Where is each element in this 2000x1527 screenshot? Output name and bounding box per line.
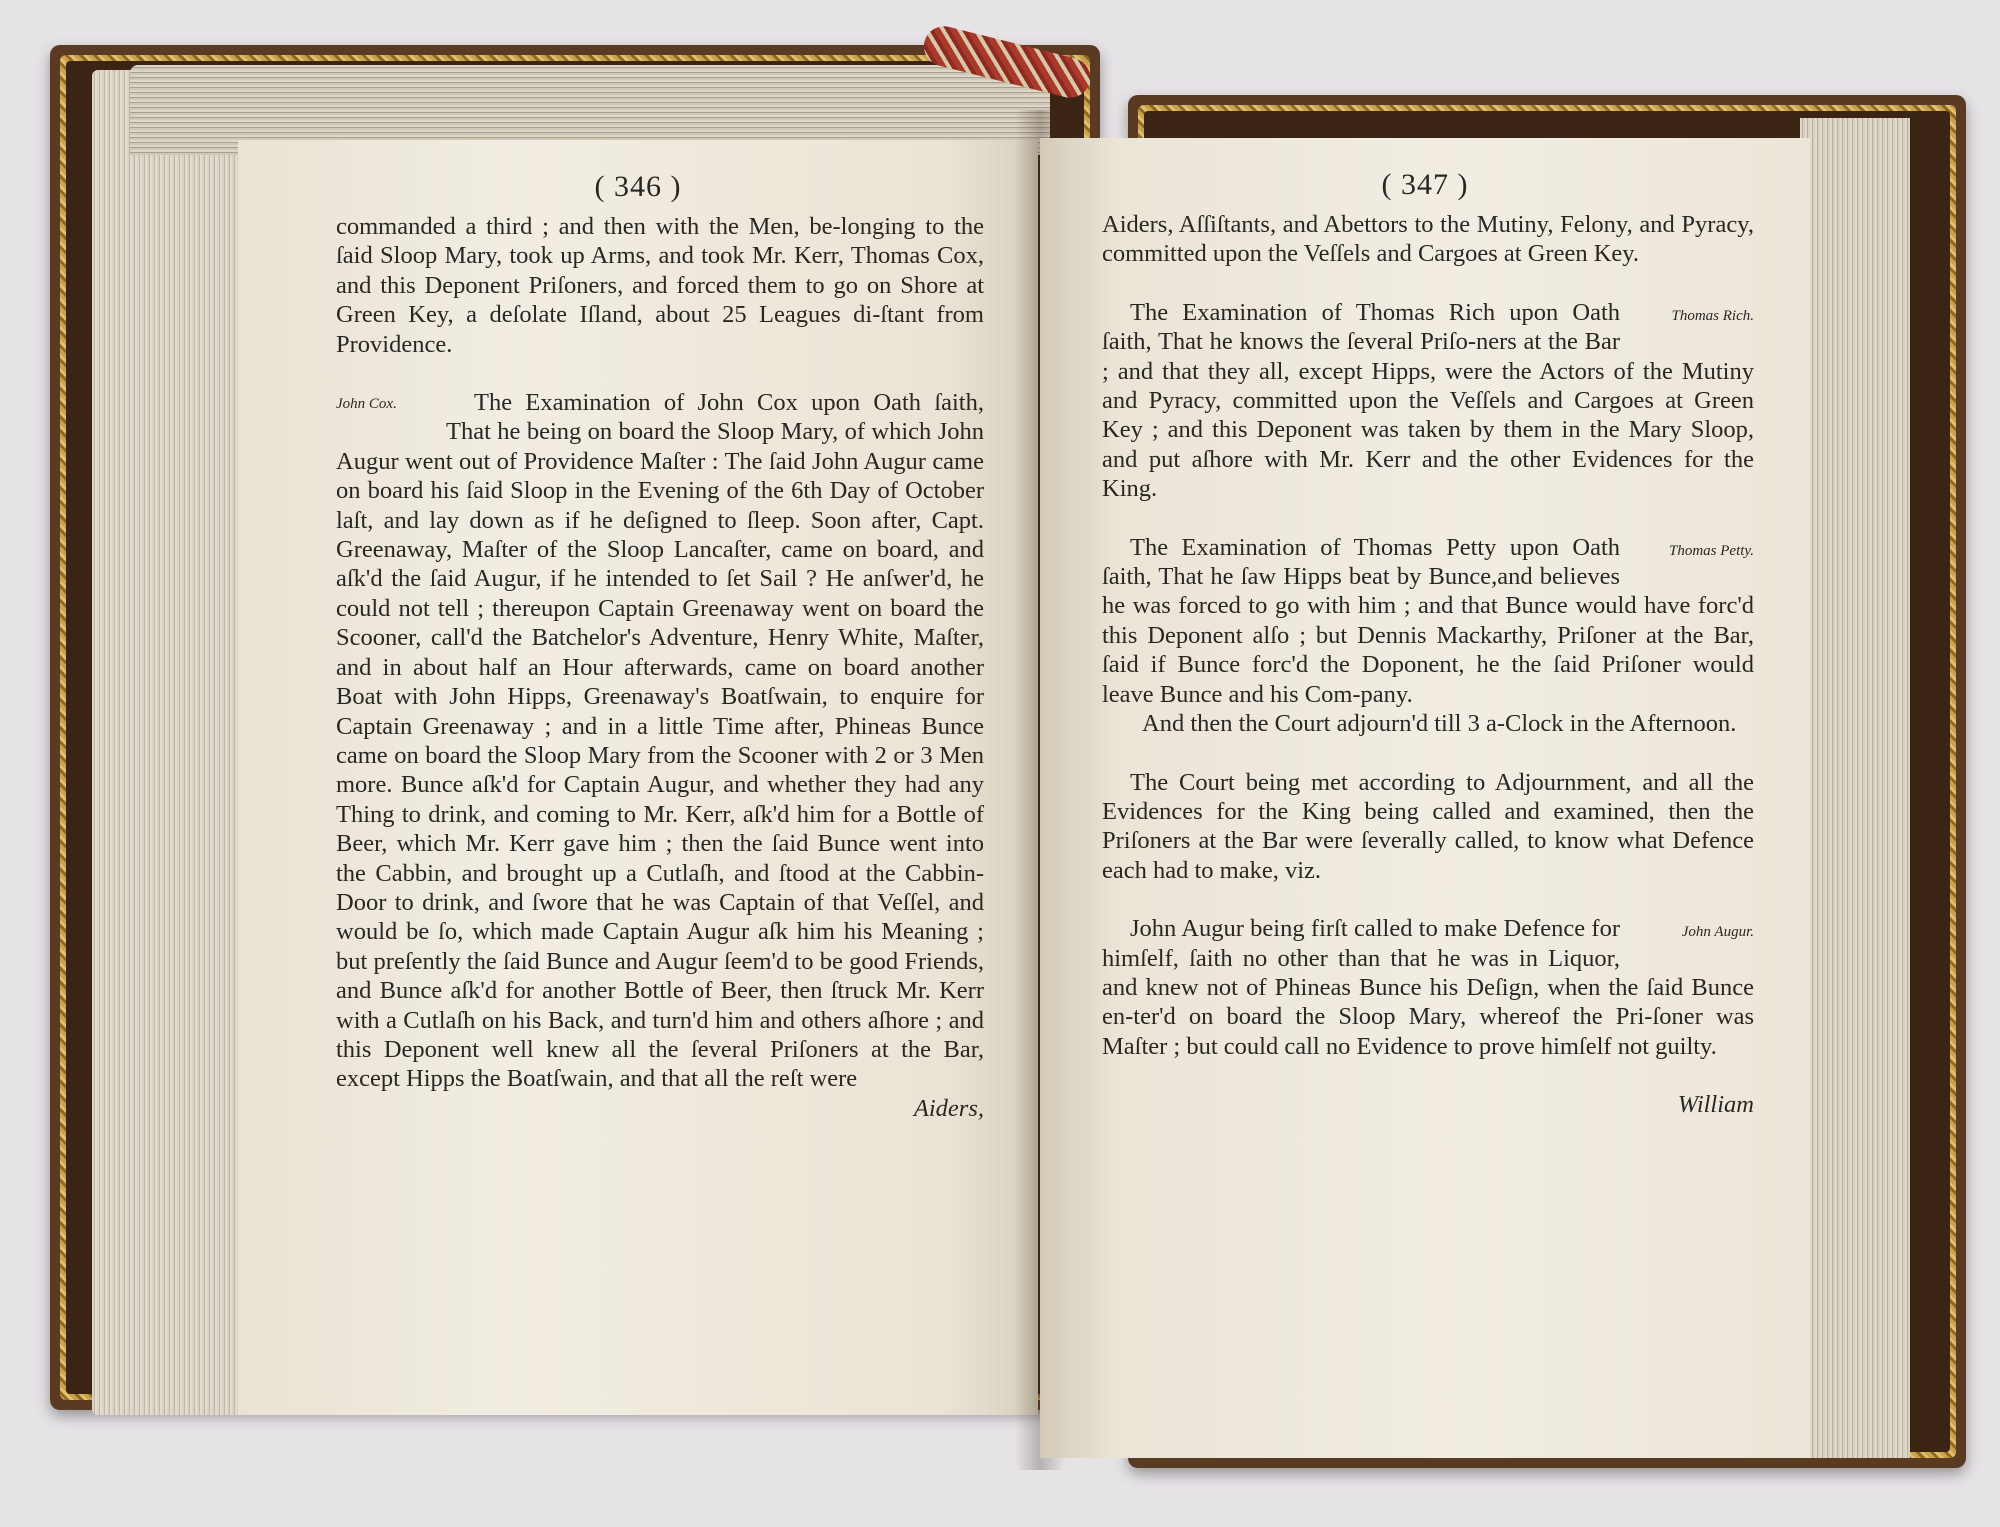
margin-note: John Augur. <box>1681 924 1754 941</box>
paragraph: commanded a third ; and then with the Men, be-longing to the ſaid Sloop Mary, took up Arms, and took Mr. Kerr, Thomas Cox, and this Deponent Priſoners, and forced them to go on Shore at Green Key, a deſolate Iſland, about 25 Leagues di-ſtant from Providence. <box>336 213 984 358</box>
paragraph: The Court being met according to Adjournment, and all the Evidences for the King being called and examined, then the Priſoners at the Bar were ſeverally called, to know what Defence each had to make, viz. <box>1102 768 1754 884</box>
left-page-block-edge <box>92 70 242 1415</box>
paragraph: The Examination of Thomas Rich upon Oath ſaith, That he knows the ſeveral Priſo-ners at the Bar ; and that they all, except Hipps, were the Actors of the Mutiny and Pyracy, committed upon the Veſſels and Cargoes at Green Key ; and this Deponent was taken by them in the Mary Sloop, and put aſhore with Mr. Kerr and the other Evidences for the King. <box>1102 298 1754 503</box>
paragraph: John Augur being firſt called to make Defence for himſelf, ſaith no other than that he was in Liquor, and knew not of Phineas Bunce his Deſign, when the ſaid Bunce en-ter'd on board the Sloop Mary, whereof the Pri-ſoner was Maſter ; but could call no Evidence to prove himſelf not guilty. <box>1102 915 1754 1060</box>
catchword: William <box>1677 1091 1754 1119</box>
catchword: Aiders, <box>913 1094 984 1122</box>
right-page <box>1040 138 1810 1458</box>
paragraph: The Examination of Thomas Petty upon Oath ſaith, That he ſaw Hipps beat by Bunce,and believes he was forced to go with him ; and that Bunce would have forc'd this Deponent alſo ; but Dennis Mackarthy, Priſoner at the Bar, ſaid if Bunce forc'd the Doponent, he the ſaid Priſoner would leave Bunce and his Com-pany. <box>1102 533 1754 708</box>
paragraph: The Examination of John Cox upon Oath ſaith, That he being on board the Sloop Mary, of which John Augur went out of Providence Maſter : The ſaid John Augur came on board his ſaid Sloop in the Evening of the 6th Day of October laſt, and lay down as if he deſigned to ſleep. Soon after, Capt. Greenaway, Maſter of the Sloop Lancaſter, came on board, and aſk'd the ſaid Augur, if he intended to ſet Sail ? He anſwer'd, he could not tell ; thereupon Captain Greenaway went on board the Scooner, call'd the Batchelor's Adventure, Henry White, Maſter, and in about half an Hour afterwards, came on board another Boat with John Hipps, Greenaway's Boatſwain, to enquire for Captain Greenaway ; and in a little Time after, Phineas Bunce came on board the Sloop Mary from the Scooner with 2 or 3 Men more. Bunce aſk'd for Captain Augur, and whether they had any Thing to drink, and coming to Mr. Kerr, aſk'd him for a Bottle of Beer, which Mr. Kerr gave him ; then the ſaid Bunce went into the Cabbin, and brought up a Cutlaſh, and ſtood at the Cabbin-Door to drink, and ſwore that he was Captain of that Veſſel, and would be ſo, which made Captain Augur aſk him his Meaning ; but preſently the ſaid Bunce and Augur ſeem'd to be good Friends, and Bunce aſk'd for another Bottle of Beer, then ſtruck Mr. Kerr with a Cutlaſh on his Back, and turn'd him and others aſhore ; and this Deponent well knew all the ſeveral Priſoners at the Bar, except Hipps the Boatſwain, and that all the reſt were <box>336 389 984 1093</box>
left-page-text <box>336 212 984 1123</box>
page-number-left: ( 346 ) <box>594 170 682 203</box>
margin-note: Thomas Rich. <box>1671 307 1754 324</box>
left-page <box>238 140 1038 1415</box>
page-number-right: ( 347 ) <box>1381 168 1469 201</box>
margin-note: John Cox. <box>336 396 397 413</box>
right-page-block-edge <box>1800 118 1910 1458</box>
right-page-text <box>1102 210 1754 1120</box>
paragraph: And then the Court adjourn'd till 3 a-Clock in the Afternoon. <box>1142 710 1737 738</box>
paragraph: Aiders, Aſſiſtants, and Abettors to the Mutiny, Felony, and Pyracy, committed upon the Veſſels and Cargoes at Green Key. <box>1102 211 1754 268</box>
margin-note: Thomas Petty. <box>1669 542 1754 559</box>
